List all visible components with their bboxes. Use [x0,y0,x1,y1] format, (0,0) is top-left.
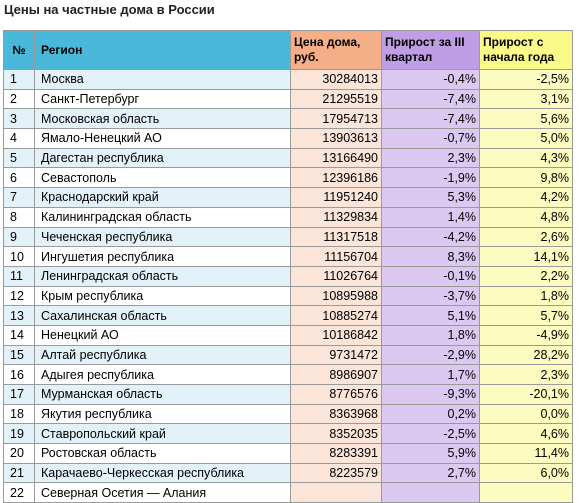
year-growth-value[interactable]: 4,6% [480,424,573,444]
year-growth-value[interactable]: 1,8% [480,286,573,306]
table-row[interactable] [4,188,573,208]
region-name[interactable]: Ингушетия республика [35,247,291,267]
q3-growth-value[interactable]: 2,3% [382,148,480,168]
prices-table [3,30,573,503]
price-value[interactable]: 8223579 [291,463,382,483]
row-number[interactable]: 20 [4,444,35,464]
q3-growth-value[interactable]: 0,2% [382,404,480,424]
q3-growth-value[interactable]: 5,9% [382,444,480,464]
year-growth-value[interactable]: 2,2% [480,266,573,286]
q3-growth-value[interactable]: 1,7% [382,365,480,385]
price-value[interactable] [291,483,382,503]
q3-growth-value[interactable]: 2,7% [382,463,480,483]
price-value[interactable]: 8986907 [291,365,382,385]
region-name[interactable]: Санкт-Петербург [35,89,291,109]
year-growth-value[interactable]: 0,0% [480,404,573,424]
price-value[interactable]: 11156704 [291,247,382,267]
header-year-growth[interactable]: Прирост с начала года [480,31,573,70]
year-growth-value[interactable]: 14,1% [480,247,573,267]
year-growth-value[interactable]: 5,0% [480,129,573,149]
year-growth-value[interactable]: 4,2% [480,188,573,208]
q3-growth-value[interactable]: 5,1% [382,306,480,326]
q3-growth-value[interactable]: -7,4% [382,89,480,109]
year-growth-value[interactable]: -20,1% [480,385,573,405]
table-row[interactable] [4,404,573,424]
price-value[interactable]: 10885274 [291,306,382,326]
q3-growth-value[interactable]: -1,9% [382,168,480,188]
year-growth-value[interactable]: -4,9% [480,325,573,345]
price-value[interactable]: 11951240 [291,188,382,208]
region-name[interactable]: Краснодарский край [35,188,291,208]
table-row[interactable] [4,266,573,286]
region-name[interactable]: Якутия республика [35,404,291,424]
price-value[interactable]: 9731472 [291,345,382,365]
table-row[interactable] [4,463,573,483]
region-name[interactable]: Московская область [35,109,291,129]
region-name[interactable]: Ленинградская область [35,266,291,286]
region-name[interactable]: Мурманская область [35,385,291,405]
row-number[interactable]: 9 [4,227,35,247]
table-row[interactable] [4,89,573,109]
q3-growth-value[interactable]: 1,8% [382,325,480,345]
row-number[interactable]: 16 [4,365,35,385]
q3-growth-value[interactable]: -4,2% [382,227,480,247]
row-number[interactable]: 1 [4,70,35,90]
q3-growth-value[interactable]: -3,7% [382,286,480,306]
header-q3-growth[interactable]: Прирост за III квартал [382,31,480,70]
q3-growth-value[interactable]: -2,9% [382,345,480,365]
header-region[interactable]: Регион [35,31,291,70]
row-number[interactable]: 21 [4,463,35,483]
price-value[interactable]: 8352035 [291,424,382,444]
price-value[interactable]: 10186842 [291,325,382,345]
table-row[interactable] [4,325,573,345]
price-value[interactable]: 11317518 [291,227,382,247]
row-number[interactable]: 6 [4,168,35,188]
table-row[interactable] [4,345,573,365]
table-row[interactable] [4,207,573,227]
region-name[interactable]: Ямало-Ненецкий АО [35,129,291,149]
year-growth-value[interactable]: 5,7% [480,306,573,326]
row-number[interactable]: 8 [4,207,35,227]
q3-growth-value[interactable] [382,483,480,503]
year-growth-value[interactable]: 4,3% [480,148,573,168]
table-row[interactable] [4,148,573,168]
table-row[interactable] [4,129,573,149]
price-value[interactable]: 12396186 [291,168,382,188]
region-name[interactable]: Ставропольский край [35,424,291,444]
region-name[interactable]: Северная Осетия — Алания [35,483,291,503]
price-value[interactable]: 13903613 [291,129,382,149]
year-growth-value[interactable]: 28,2% [480,345,573,365]
year-growth-value[interactable]: 4,8% [480,207,573,227]
q3-growth-value[interactable]: -0,7% [382,129,480,149]
year-growth-value[interactable]: 11,4% [480,444,573,464]
row-number[interactable]: 7 [4,188,35,208]
table-row[interactable] [4,247,573,267]
table-row[interactable] [4,168,573,188]
row-number[interactable]: 12 [4,286,35,306]
row-number[interactable]: 22 [4,483,35,503]
q3-growth-value[interactable]: -0,1% [382,266,480,286]
row-number[interactable]: 18 [4,404,35,424]
region-name[interactable]: Крым республика [35,286,291,306]
q3-growth-value[interactable]: 5,3% [382,188,480,208]
row-number[interactable]: 14 [4,325,35,345]
price-value[interactable]: 17954713 [291,109,382,129]
price-value[interactable]: 11329834 [291,207,382,227]
page-title: Цены на частные дома в России [4,2,215,17]
region-name[interactable]: Адыгея республика [35,365,291,385]
q3-growth-value[interactable]: -0,4% [382,70,480,90]
region-name[interactable]: Чеченская республика [35,227,291,247]
year-growth-value[interactable]: 6,0% [480,463,573,483]
price-value[interactable]: 8283391 [291,444,382,464]
region-name[interactable]: Карачаево-Черкесская республика [35,463,291,483]
year-growth-value[interactable]: -2,5% [480,70,573,90]
row-number[interactable]: 15 [4,345,35,365]
year-growth-value[interactable] [480,483,573,503]
year-growth-value[interactable]: 9,8% [480,168,573,188]
price-value[interactable]: 21295519 [291,89,382,109]
row-number[interactable]: 17 [4,385,35,405]
row-number[interactable]: 2 [4,89,35,109]
header-num[interactable]: № [4,31,35,70]
table-row[interactable] [4,483,573,503]
table-row[interactable] [4,365,573,385]
region-name[interactable]: Дагестан республика [35,148,291,168]
year-growth-value[interactable]: 2,6% [480,227,573,247]
row-number[interactable]: 13 [4,306,35,326]
region-name[interactable]: Алтай республика [35,345,291,365]
table-row[interactable] [4,227,573,247]
price-value[interactable]: 10895988 [291,286,382,306]
price-value[interactable]: 8776576 [291,385,382,405]
year-growth-value[interactable]: 2,3% [480,365,573,385]
table-row[interactable] [4,444,573,464]
region-name[interactable]: Ростовская область [35,444,291,464]
price-value[interactable]: 13166490 [291,148,382,168]
region-name[interactable]: Сахалинская область [35,306,291,326]
row-number[interactable]: 11 [4,266,35,286]
table-row[interactable] [4,424,573,444]
q3-growth-value[interactable]: -2,5% [382,424,480,444]
region-name[interactable]: Севастополь [35,168,291,188]
region-name[interactable]: Москва [35,70,291,90]
header-price[interactable]: Цена дома, руб. [291,31,382,70]
table-row[interactable] [4,306,573,326]
row-number[interactable]: 5 [4,148,35,168]
row-number[interactable]: 3 [4,109,35,129]
region-name[interactable]: Ненецкий АО [35,325,291,345]
q3-growth-value[interactable]: 8,3% [382,247,480,267]
region-name[interactable]: Калининградская область [35,207,291,227]
table-row[interactable] [4,286,573,306]
row-number[interactable]: 10 [4,247,35,267]
q3-growth-value[interactable]: -7,4% [382,109,480,129]
year-growth-value[interactable]: 5,6% [480,109,573,129]
header-row [4,31,573,70]
table-row[interactable] [4,109,573,129]
q3-growth-value[interactable]: -9,3% [382,385,480,405]
price-value[interactable]: 8363968 [291,404,382,424]
row-number[interactable]: 4 [4,129,35,149]
table-row[interactable] [4,70,573,90]
year-growth-value[interactable]: 3,1% [480,89,573,109]
table-row[interactable] [4,385,573,405]
row-number[interactable]: 19 [4,424,35,444]
price-value[interactable]: 30284013 [291,70,382,90]
price-value[interactable]: 11026764 [291,266,382,286]
q3-growth-value[interactable]: 1,4% [382,207,480,227]
